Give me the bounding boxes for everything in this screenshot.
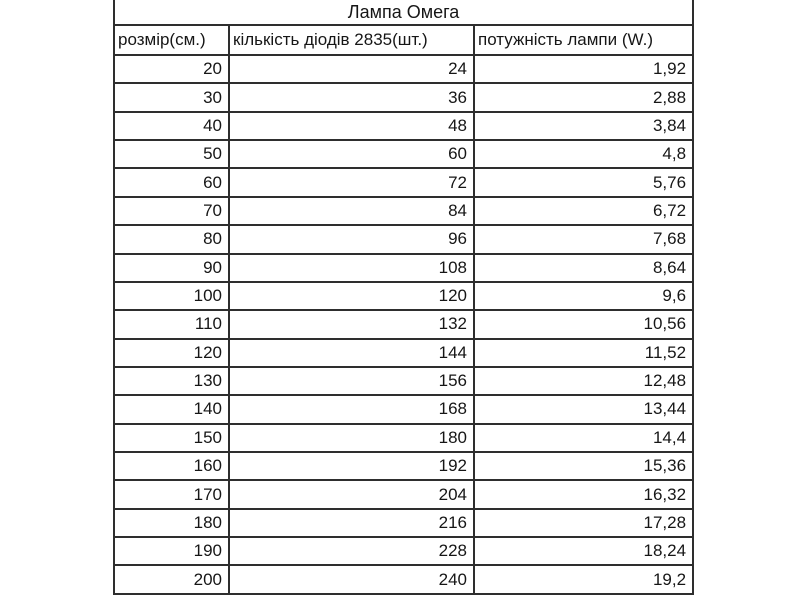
table-row [114, 395, 693, 423]
table-row [114, 509, 693, 537]
cell-size: 40 [114, 112, 229, 140]
cell-power: 12,48 [474, 367, 693, 395]
cell-diodes: 72 [229, 168, 474, 196]
table-header-row [114, 25, 693, 55]
cell-diodes: 168 [229, 395, 474, 423]
table-title-row [114, 0, 693, 25]
cell-size: 200 [114, 565, 229, 594]
cell-power: 8,64 [474, 254, 693, 282]
cell-power: 13,44 [474, 395, 693, 423]
cell-size: 180 [114, 509, 229, 537]
cell-size: 20 [114, 55, 229, 83]
cell-power: 15,36 [474, 452, 693, 480]
cell-power: 18,24 [474, 537, 693, 565]
cell-size: 160 [114, 452, 229, 480]
cell-diodes: 36 [229, 83, 474, 111]
cell-power: 10,56 [474, 310, 693, 338]
table-row [114, 112, 693, 140]
table-row [114, 140, 693, 168]
cell-size: 60 [114, 168, 229, 196]
table-title: Лампа Омега [114, 0, 693, 25]
cell-diodes: 228 [229, 537, 474, 565]
table-row [114, 565, 693, 594]
table-row [114, 424, 693, 452]
cell-diodes: 240 [229, 565, 474, 594]
cell-diodes: 108 [229, 254, 474, 282]
cell-size: 170 [114, 480, 229, 508]
cell-diodes: 192 [229, 452, 474, 480]
cell-power: 14,4 [474, 424, 693, 452]
cell-size: 80 [114, 225, 229, 253]
cell-size: 150 [114, 424, 229, 452]
cell-diodes: 24 [229, 55, 474, 83]
cell-power: 1,92 [474, 55, 693, 83]
cell-power: 11,52 [474, 339, 693, 367]
table-row [114, 282, 693, 310]
table-row [114, 254, 693, 282]
cell-size: 30 [114, 83, 229, 111]
cell-power: 7,68 [474, 225, 693, 253]
cell-power: 17,28 [474, 509, 693, 537]
cell-power: 9,6 [474, 282, 693, 310]
cell-size: 100 [114, 282, 229, 310]
cell-size: 120 [114, 339, 229, 367]
table-row [114, 168, 693, 196]
cell-power: 2,88 [474, 83, 693, 111]
cell-size: 140 [114, 395, 229, 423]
cell-diodes: 180 [229, 424, 474, 452]
cell-power: 16,32 [474, 480, 693, 508]
cell-size: 50 [114, 140, 229, 168]
table-row [114, 197, 693, 225]
column-header-power: потужність лампи (W.) [474, 25, 693, 55]
cell-diodes: 144 [229, 339, 474, 367]
cell-diodes: 156 [229, 367, 474, 395]
table-row [114, 339, 693, 367]
table-row [114, 480, 693, 508]
cell-size: 110 [114, 310, 229, 338]
cell-size: 90 [114, 254, 229, 282]
cell-size: 130 [114, 367, 229, 395]
cell-diodes: 48 [229, 112, 474, 140]
table-body [114, 55, 693, 594]
cell-diodes: 216 [229, 509, 474, 537]
table-row [114, 367, 693, 395]
cell-size: 70 [114, 197, 229, 225]
lamp-spec-table [113, 0, 694, 595]
table-row [114, 83, 693, 111]
table-row [114, 55, 693, 83]
cell-diodes: 96 [229, 225, 474, 253]
cell-power: 6,72 [474, 197, 693, 225]
cell-diodes: 120 [229, 282, 474, 310]
cell-diodes: 204 [229, 480, 474, 508]
cell-diodes: 60 [229, 140, 474, 168]
table-row [114, 310, 693, 338]
cell-diodes: 132 [229, 310, 474, 338]
cell-diodes: 84 [229, 197, 474, 225]
table-row [114, 225, 693, 253]
column-header-size: розмір(см.) [114, 25, 229, 55]
cell-power: 3,84 [474, 112, 693, 140]
cell-power: 5,76 [474, 168, 693, 196]
cell-size: 190 [114, 537, 229, 565]
cell-power: 19,2 [474, 565, 693, 594]
column-header-diodes: кількість діодів 2835(шт.) [229, 25, 474, 55]
cell-power: 4,8 [474, 140, 693, 168]
table-row [114, 452, 693, 480]
table-row [114, 537, 693, 565]
